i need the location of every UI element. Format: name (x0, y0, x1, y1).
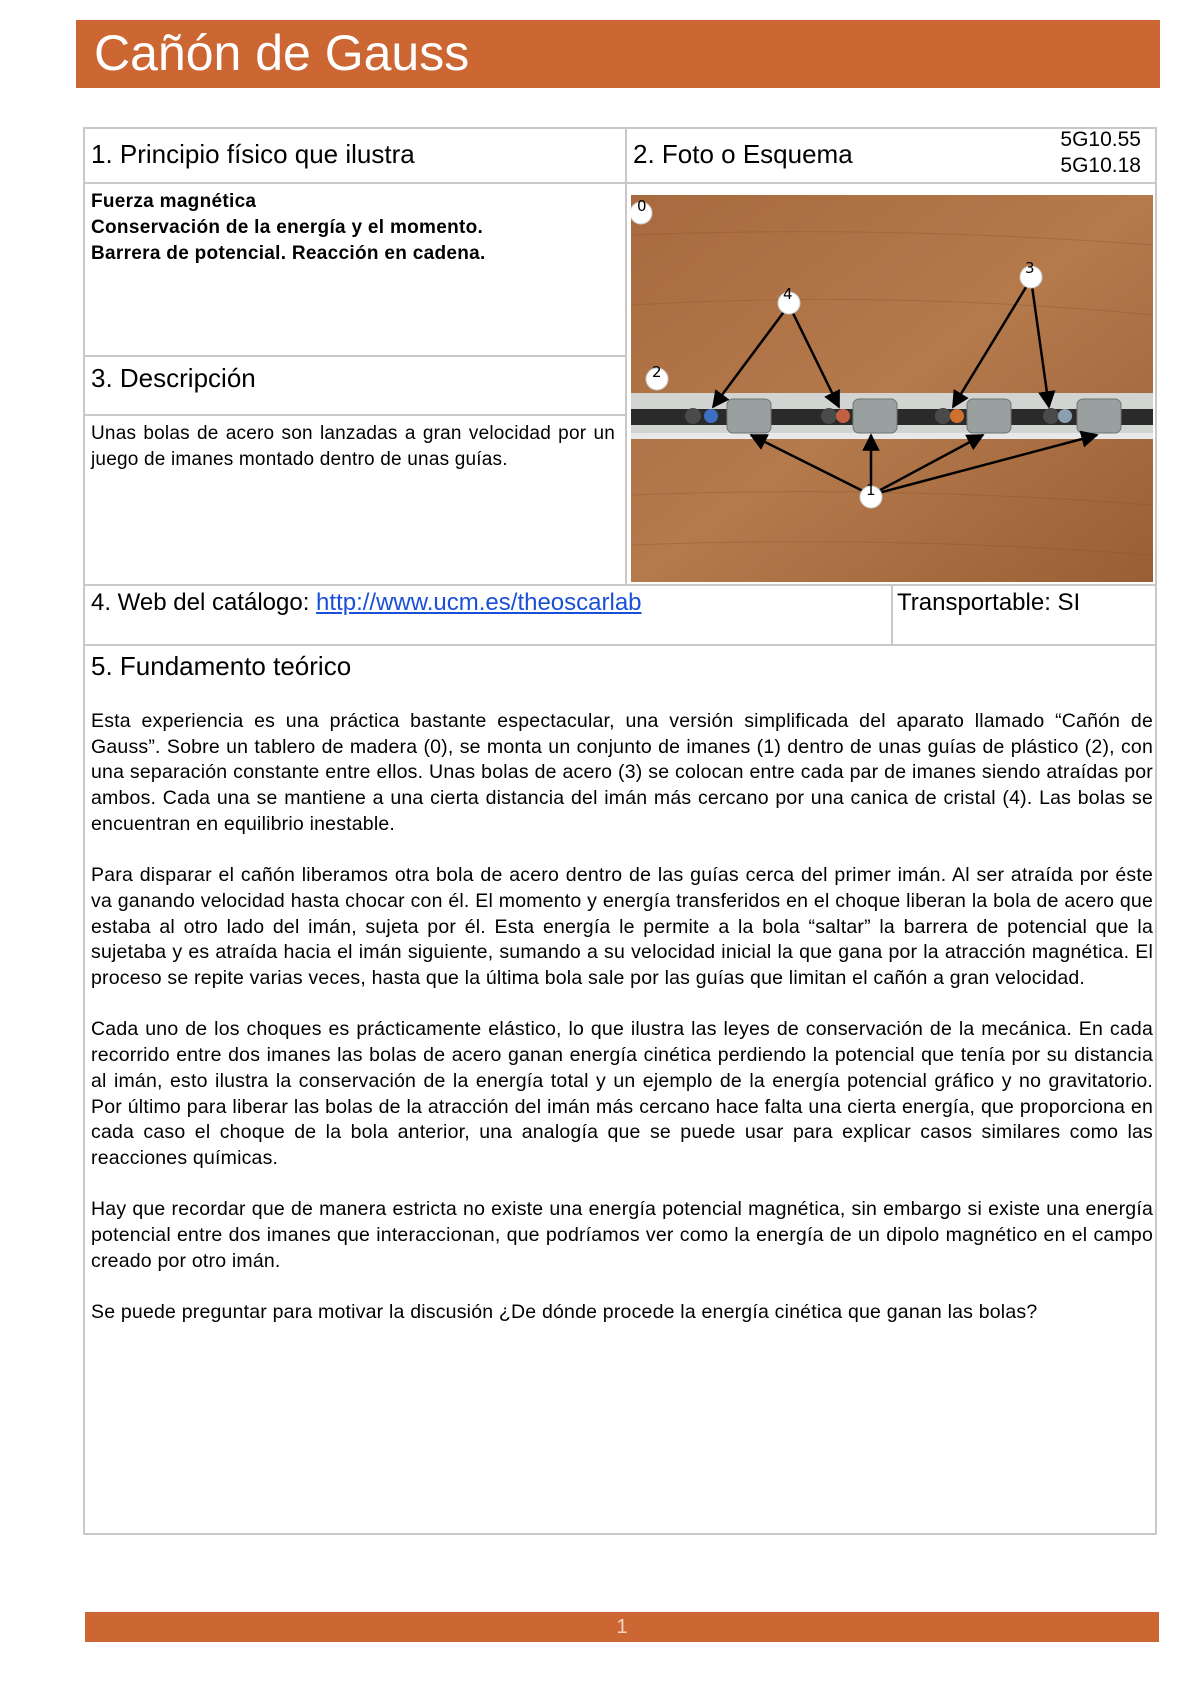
glass-marble (1058, 409, 1072, 423)
description-text: Unas bolas de acero son lanzadas a gran velocidad por un juego de imanes montado dentro de unas guías. (91, 423, 615, 470)
catalog-row (91, 589, 642, 617)
glass-marble (704, 409, 718, 423)
steel-ball (685, 408, 701, 424)
theory-paragraph: Esta experiencia es una práctica bastante espectacular, una versión simplificada del aparato llamado “Cañón de Gauss”. Sobre un tablero de madera (0), se monta un conjunto de imanes (1) dentro de unas guías de plástico (2), con una separación constante entre ellos. Unas bolas de acero (3) se colocan entre cada par de imanes siendo atraídas por ambos. Cada una se mantiene a una cierta distancia del imán más cercano por una canica de cristal (4). Las bolas se encuentran en equilibrio inestable. (91, 710, 1153, 835)
page-title: Cañón de Gauss (94, 25, 470, 81)
divider-h-1 (85, 182, 1155, 184)
label-0: 0 (637, 197, 647, 215)
label-3: 3 (1025, 259, 1035, 277)
transportable-label: Transportable: SI (897, 589, 1081, 616)
catalog-link[interactable]: http://www.ucm.es/theoscarlab (316, 589, 642, 616)
wood-board (631, 195, 1153, 582)
theory-paragraph: Se puede preguntar para motivar la discusión ¿De dónde procede la energía cinética que ganan las bolas? (91, 1301, 1038, 1324)
catalog-codes (1060, 127, 1141, 179)
theory-text (91, 709, 1153, 1352)
steel-ball (935, 408, 951, 424)
gauss-cannon-photo (631, 195, 1153, 582)
magnet (1077, 399, 1121, 433)
footer-bar (85, 1612, 1159, 1642)
catalog-separator: : (302, 589, 317, 616)
principle-item: Conservación de la energía y el momento. (91, 217, 484, 238)
title-bar (76, 20, 1160, 88)
catalog-code: 5G10.18 (1060, 154, 1141, 177)
divider-h-5 (85, 644, 1155, 646)
magnet (967, 399, 1011, 433)
steel-ball (821, 408, 837, 424)
theory-paragraph: Cada uno de los choques es prácticamente elástico, lo que ilustra las leyes de conservación de la mecánica. En cada recorrido entre dos imanes las bolas de acero ganan energía cinética perdiendo la potencial que tenía por su distancia al imán, esto ilustra la conservación de la energía total y un ejemplo de la energía potencial gráfico y no gravitatorio. Por último para liberar las bolas de la atracción del imán más cercano hace falta una cierta energía, que proporciona en cada caso el choque de la bola anterior, una analogía que se puede usar para explicar casos similares como las reacciones químicas. (91, 1018, 1153, 1169)
section3-heading: 3. Descripción (91, 363, 256, 393)
label-1: 1 (866, 481, 876, 499)
principles-list (91, 189, 486, 267)
theory-paragraph: Hay que recordar que de manera estricta no existe una energía potencial magnética, sin embargo si existe una energía potencial entre dos imanes que interaccionan, que podríamos ver como la energía de un dipolo magnético en el campo creado por otro imán. (91, 1198, 1153, 1272)
label-4: 4 (783, 285, 793, 303)
theory-paragraph: Para disparar el cañón liberamos otra bola de acero dentro de las guías cerca del primer imán. Al ser atraída por éste va ganando velocidad hasta chocar con él. El momento y energía transferidos en el choque liberan la bola de acero que estaba al otro lado del imán, sujeta por él. Esta energía le permite a la bola “saltar” la barrera de potencial que la sujetaba y es atraída hacia el imán siguiente, sumando a su velocidad inicial la que gana por la atracción magnética. El proceso se repite varias veces, hasta que la última bola sale por las guías que limitan el cañón a gran velocidad. (91, 864, 1153, 990)
divider-v-main (625, 129, 627, 584)
catalog-code: 5G10.55 (1060, 128, 1141, 151)
page-number: 1 (616, 1616, 628, 1638)
section1-heading: 1. Principio físico que ilustra (91, 139, 415, 169)
glass-marble (950, 409, 964, 423)
info-table (83, 127, 1157, 1535)
magnet (853, 399, 897, 433)
divider-v-transport (891, 584, 893, 644)
divider-h-4 (85, 584, 1155, 586)
magnet (727, 399, 771, 433)
section2-heading: 2. Foto o Esquema (633, 139, 853, 169)
catalog-label: 4. Web del catálogo (91, 589, 303, 616)
label-2: 2 (652, 363, 662, 381)
glass-marble (836, 409, 850, 423)
divider-h-3 (85, 414, 625, 416)
steel-ball (1043, 408, 1059, 424)
principle-item: Barrera de potencial. Reacción en cadena. (91, 243, 486, 264)
principle-item: Fuerza magnética (91, 191, 257, 212)
divider-h-2 (85, 355, 625, 357)
section5-heading: 5. Fundamento teórico (91, 651, 352, 681)
